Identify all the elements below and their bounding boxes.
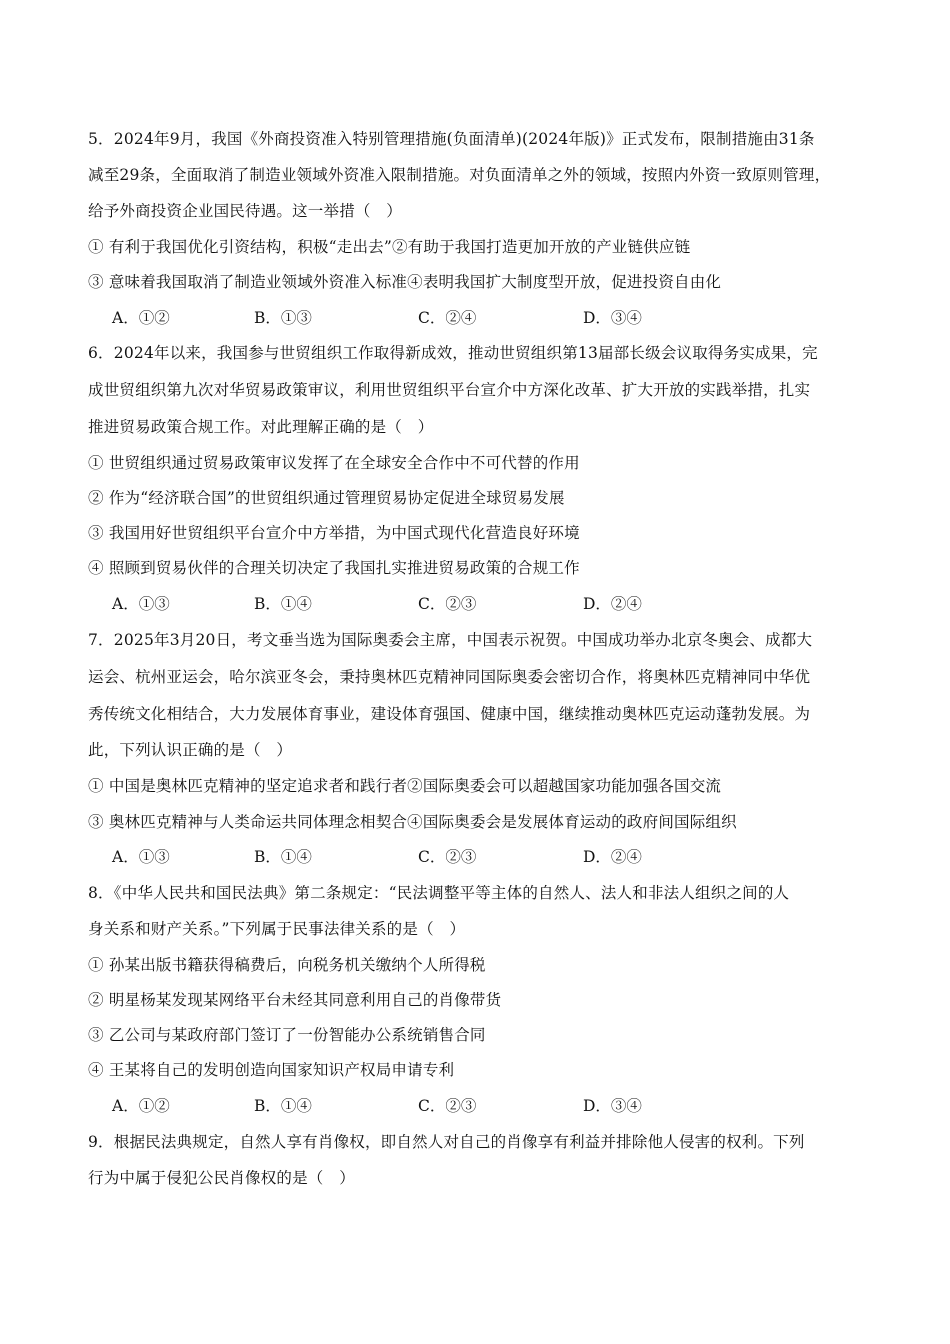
question-5-statement-2: ③ 意味着我国取消了制造业领域外资准入标准④表明我国扩大制度型开放，促进投资自由化: [88, 273, 722, 291]
question-6-option-b: B．①④: [254, 595, 312, 613]
question-8-stem-line-2: 身关系和财产关系。”下列属于民事法律关系的是（ ）: [88, 920, 466, 938]
question-7-stem-line-2: 运会、杭州亚运会，哈尔滨亚冬会，秉持奥林匹克精神同国际奥委会密切合作，将奥林匹克精神同中华优: [88, 668, 811, 686]
question-6-statement-3: ③ 我国用好世贸组织平台宣介中方举措，为中国式现代化营造良好环境: [88, 524, 580, 542]
question-5-option-b: B．①③: [254, 309, 312, 327]
question-8-statement-3: ③ 乙公司与某政府部门签订了一份智能办公系统销售合同: [88, 1026, 486, 1044]
question-8-statement-1: ① 孙某出版书籍获得稿费后，向税务机关缴纳个人所得税: [88, 956, 486, 974]
question-5-option-a: A．①②: [112, 309, 170, 327]
question-7-stem-line-4: 此，下列认识正确的是（ ）: [88, 741, 293, 759]
question-7-statement-1: ① 中国是奥林匹克精神的坚定追求者和践行者②国际奥委会可以超越国家功能加强各国交流: [88, 777, 722, 795]
question-5-option-c: C．②④: [418, 309, 477, 327]
question-9-stem-line-2: 行为中属于侵犯公民肖像权的是（ ）: [88, 1169, 355, 1187]
question-8-option-c: C．②③: [418, 1097, 477, 1115]
question-7-option-c: C．②③: [418, 848, 477, 866]
question-6-stem-line-2: 成世贸组织第九次对华贸易政策审议，利用世贸组织平台宣介中方深化改革、扩大开放的实践举措，扎实: [88, 381, 811, 399]
question-7-stem-line-3: 秀传统文化相结合，大力发展体育事业，建设体育强国、健康中国，继续推动奥林匹克运动蓬勃发展。为: [88, 705, 811, 723]
question-6-statement-1: ① 世贸组织通过贸易政策审议发挥了在全球安全合作中不可代替的作用: [88, 454, 580, 472]
question-6-option-c: C．②③: [418, 595, 477, 613]
question-6-stem-line-3: 推进贸易政策合规工作。对此理解正确的是（ ）: [88, 418, 434, 436]
question-6-option-a: A．①③: [112, 595, 170, 613]
question-7-statement-2: ③ 奥林匹克精神与人类命运共同体理念相契合④国际奥委会是发展体育运动的政府间国际组织: [88, 813, 737, 831]
question-7-option-a: A．①③: [112, 848, 170, 866]
question-6-option-d: D．②④: [583, 595, 642, 613]
question-8-option-a: A．①②: [112, 1097, 170, 1115]
question-9-stem-line-1: 9．根据民法典规定，自然人享有肖像权，即自然人对自己的肖像享有利益并排除他人侵害的权利。下列: [88, 1133, 805, 1151]
question-8-statement-2: ② 明星杨某发现某网络平台未经其同意利用自己的肖像带货: [88, 991, 502, 1009]
question-8-option-d: D．③④: [583, 1097, 642, 1115]
question-6-statement-4: ④ 照顾到贸易伙伴的合理关切决定了我国扎实推进贸易政策的合规工作: [88, 559, 580, 577]
question-5-option-d: D．③④: [583, 309, 642, 327]
question-8-option-b: B．①④: [254, 1097, 312, 1115]
question-7-stem-line-1: 7．2025年3月20日，考文垂当选为国际奥委会主席，中国表示祝贺。中国成功举办北京冬奥会、成都大: [88, 631, 813, 649]
question-5-stem-line-3: 给予外商投资企业国民待遇。这一举措（ ）: [88, 202, 403, 220]
question-5-statement-1: ① 有利于我国优化引资结构，积极“走出去”②有助于我国打造更加开放的产业链供应链: [88, 238, 691, 256]
question-6-statement-2: ② 作为“经济联合国”的世贸组织通过管理贸易协定促进全球贸易发展: [88, 489, 565, 507]
question-5-stem-line-1: 5．2024年9月，我国《外商投资准入特别管理措施(负面清单)(2024年版)》正式发布，限制措施由31条: [88, 130, 815, 148]
question-7-option-b: B．①④: [254, 848, 312, 866]
question-8-statement-4: ④ 王某将自己的发明创造向国家知识产权局申请专利: [88, 1061, 455, 1079]
question-6-stem-line-1: 6．2024年以来，我国参与世贸组织工作取得新成效，推动世贸组织第13届部长级会议取得务实成果，完: [88, 344, 818, 362]
question-5-stem-line-2: 减至29条，全面取消了制造业领域外资准入限制措施。对负面清单之外的领域，按照内外资一致原则管理，: [88, 166, 831, 184]
question-7-option-d: D．②④: [583, 848, 642, 866]
question-8-stem-line-1: 8．《中华人民共和国民法典》第二条规定：“民法调整平等主体的自然人、法人和非法人组织之间的人: [88, 884, 790, 902]
